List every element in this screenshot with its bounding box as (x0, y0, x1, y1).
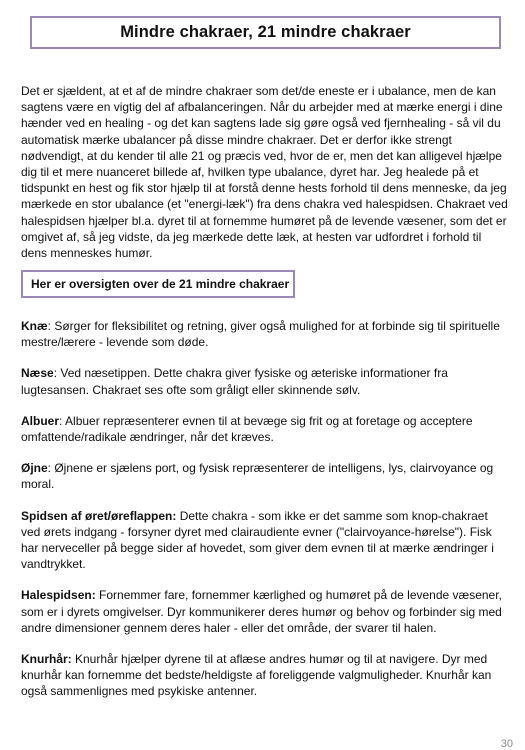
chakra-description: Knurhår hjælper dyrene til at aflæse andres humør og til at navigere. Dyr med knurhår kan fornemme det bedste/heldigste af foreliggende valgmuligheder. Knurhår kan også sammenlignes med psykiske antenner. (21, 652, 492, 699)
chakra-term: Knæ (21, 319, 48, 333)
chakra-entry-halespidsen (21, 587, 509, 636)
term-separator: : (47, 319, 52, 333)
chakra-entry-naese (21, 365, 509, 397)
term-separator: : (53, 366, 58, 381)
subheading-box (21, 270, 295, 298)
chakra-description: Øjnene er sjælens port, og fysisk repræsenterer de intelligens, lys, clairvoyance og moral. (21, 461, 494, 492)
page-number: 30 (500, 738, 513, 750)
chakra-term: Øjne (21, 461, 48, 476)
chakra-entry-oeret (21, 508, 509, 573)
chakra-term: Spidsen af øret/øreflappen: (21, 508, 177, 523)
chakra-description: Dette chakra - som ikke er det samme som knop-chakraet ved ørets indgang - forsyner dyret med clairaudiente evner ("clairvoyance-hørelse"). Fisk har nerveceller på begge sider af hovedet, som giver dem evnen til at mærke ændringer i vandtrykket. (21, 508, 494, 572)
chakra-term: Albuer (21, 413, 60, 428)
term-separator: : (59, 413, 63, 428)
chakra-entry-oejne (21, 460, 509, 492)
chakra-description: Sørger for fleksibilitet og retning, giver også mulighed for at forbinde sig til spirituelle mestre/lærere - levende som døde. (21, 319, 500, 350)
chakra-description: Fornemmer fare, fornemmer kærlighed og humøret på de levende væsener, som er i dyrets omgivelser. Dyr kommunikerer deres humør og behov og forbinder sig med andre dimensioner gennem deres haler - eller det område, der svarer til halen. (21, 588, 502, 635)
term-separator: : (47, 461, 52, 476)
chakra-entry-knurhaar (21, 651, 509, 700)
chakra-entry-knae (21, 318, 509, 350)
page-title: Mindre chakraer, 21 mindre chakraer (120, 23, 411, 41)
chakra-entry-albuer (21, 413, 509, 445)
chakra-term: Halespidsen: (21, 588, 96, 603)
subheading: Her er oversigten over de 21 mindre chakraer (31, 277, 290, 291)
chakra-description: Ved næsetippen. Dette chakra giver fysiske og æteriske informationer fra lugtesansen. Chakraet ses ofte som gråligt eller skinnende sølv. (21, 366, 448, 397)
chakra-term: Næse (21, 366, 54, 381)
intro-paragraph: Det er sjældent, at et af de mindre chakraer som det/de eneste er i ubalance, men de kan sagtens være en vigtig del af afbalanceringen. Når du arbejder med at mærke energi i dine hænder ved en healing - og det kan sagtens lade sig gøre også ved fjernhealing - så vil du automatisk mærke ubalancer på disse mindre chakraer. Det er derfor ikke strengt nødvendigt, at du kender til alle 21 og præcis ved, hvor de er, men det kan alligevel hjælpe dig til et mere nuanceret billede af, hvilken type ubalance, dyret har. Jeg healede på et tidspunkt en hest og fik stor hjælp til at forstå denne hests forhold til dens menneske, da jeg mærkede en stor ubalance (et "energi-læk") fra dens chakra ved halespidsen. Chakraet ved halespidsen hjælper bl.a. dyret til at fornemme humøret på de levende væsener, som det er omgivet af, så jeg vidste, da jeg mærkede dette læk, at hesten var udfordret i forhold til dens menneskes humør. (21, 84, 508, 261)
chakra-description: Albuer repræsenterer evnen til at bevæge sig frit og at foretage og acceptere omfattende/radikale ændringer, når det kræves. (21, 413, 473, 445)
chakra-term: Knurhår: (21, 652, 72, 667)
title-box (30, 16, 501, 49)
chakra-list (21, 318, 509, 715)
